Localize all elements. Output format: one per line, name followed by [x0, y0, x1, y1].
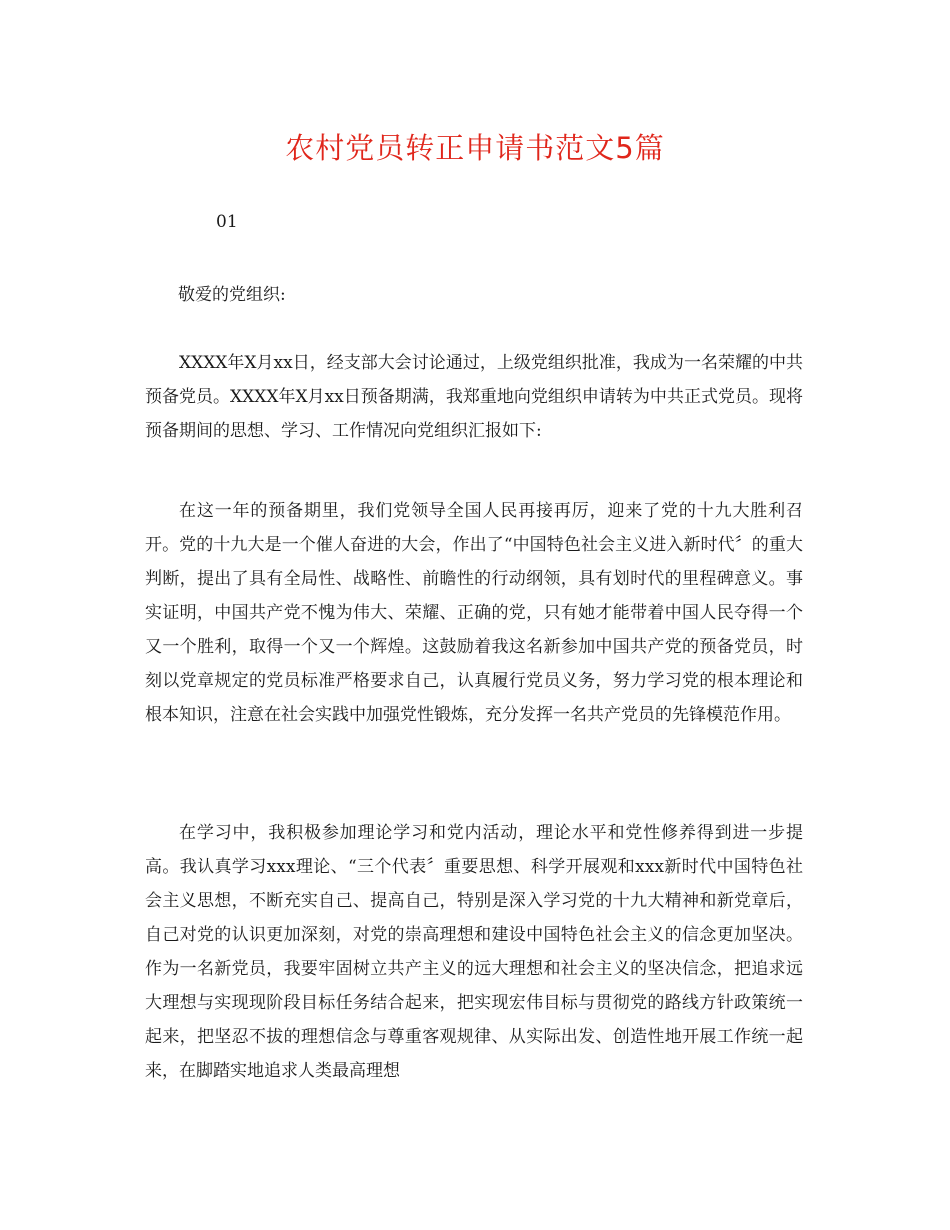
document-title: 农村党员转正申请书范文5篇: [285, 131, 665, 165]
salutation: 敬爱的党组织:: [178, 285, 286, 305]
section-number: 01: [216, 212, 238, 232]
paragraph-2: 在这一年的预备期里，我们党领导全国人民再接再厉，迎来了党的十九大胜利召开。党的十九大是一个催人奋进的大会，作出了“中国特色社会主义进入新时代〞的重大判断，提出了具有全局性、战略性、前瞻性的行动纲领，具有划时代的里程碑意义。事实证明，中国共产党不愧为伟大、荣耀、正确的党，只有她才能带着中国人民夺得一个又一个胜利，取得一个又一个辉煌。这鼓励着我这名新参加中国共产党的预备党员，时刻以党章规定的党员标准严格要求自己，认真履行党员义务，努力学习党的根本理论和根本知识，注意在社会实践中加强党性锻炼，充分发挥一名共产党员的先锋模范作用。: [145, 501, 803, 725]
paragraph-1: XXXX年X月xx日，经支部大会讨论通过，上级党组织批准，我成为一名荣耀的中共预备党员。XXXX年X月xx日预备期满，我郑重地向党组织申请转为中共正式党员。现将预备期间的思想、学习、工作情况向党组织汇报如下:: [145, 353, 803, 441]
paragraph-3: 在学习中，我积极参加理论学习和党内活动，理论水平和党性修养得到进一步提高。我认真学习xxx理论、“三个代表〞重要思想、科学开展观和xxx新时代中国特色社会主义思想，不断充实自己、提高自己，特别是深入学习党的十九大精神和新党章后，自己对党的认识更加深刻，对党的崇高理想和建设中国特色社会主义的信念更加坚决。作为一名新党员，我要牢固树立共产主义的远大理想和社会主义的坚决信念，把追求远大理想与实现现阶段目标任务结合起来，把实现宏伟目标与贯彻党的路线方针政策统一起来，把坚忍不拔的理想信念与尊重客观规律、从实际出发、创造性地开展工作统一起来，在脚踏实地追求人类最高理想: [145, 823, 803, 1081]
